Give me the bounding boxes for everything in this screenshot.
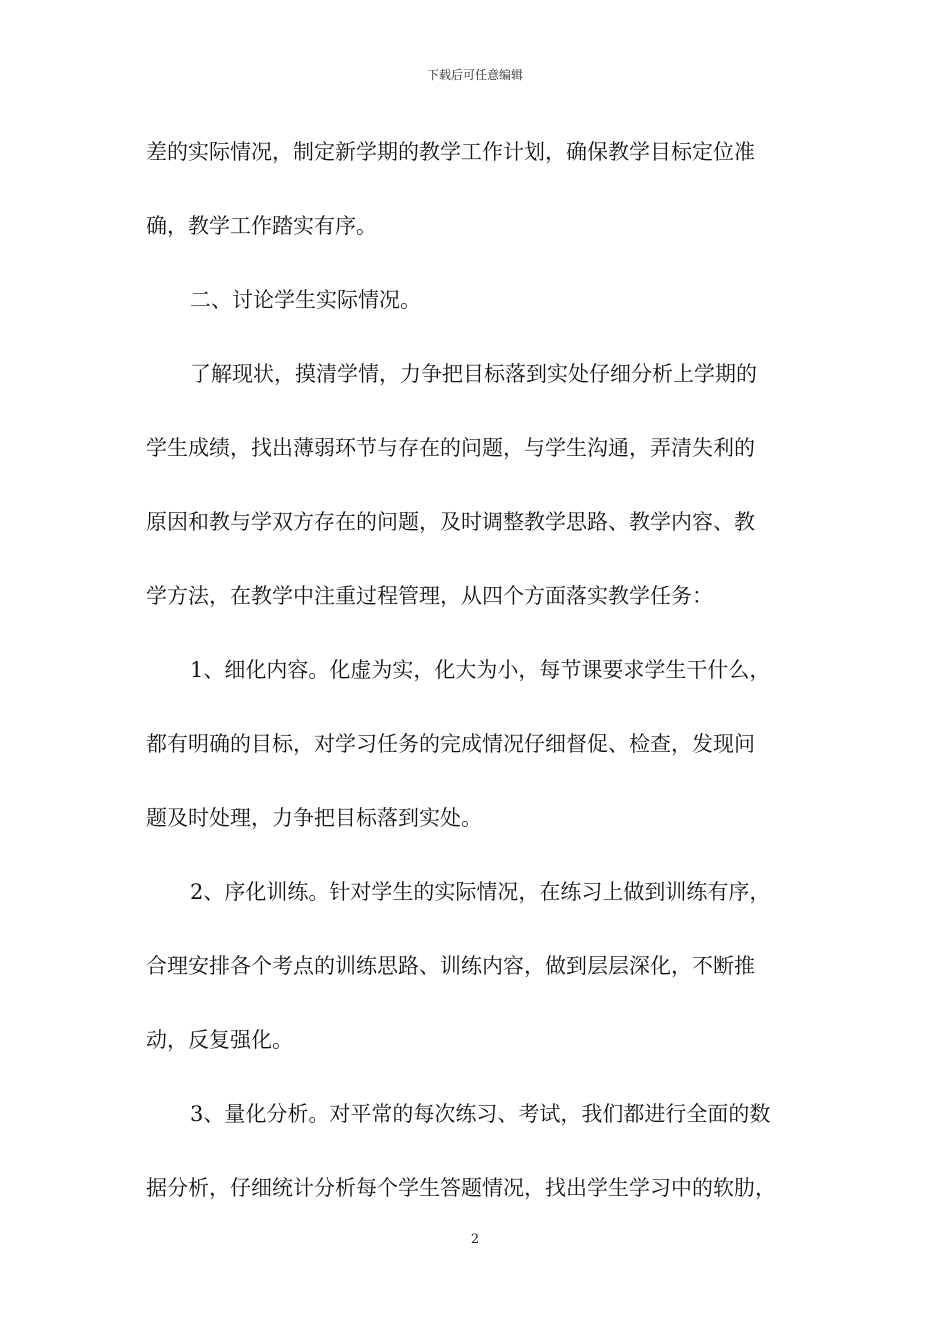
section-heading: 二、讨论学生实际情况。: [190, 288, 421, 312]
body-line: 学方法，在教学中注重过程管理，从四个方面落实教学任务：: [146, 584, 713, 608]
body-line: 3、量化分析。对平常的每次练习、考试，我们都进行全面的数: [190, 1102, 771, 1126]
body-line: 学生成绩，找出薄弱环节与存在的问题，与学生沟通，弄清失利的: [146, 436, 755, 460]
page-number: 2: [470, 1232, 480, 1247]
body-line: 合理安排各个考点的训练思路、训练内容，做到层层深化，不断推: [146, 954, 755, 978]
body-line: 都有明确的目标，对学习任务的完成情况仔细督促、检查，发现问: [146, 732, 755, 756]
body-line: 动，反复强化。: [146, 1028, 293, 1052]
body-line: 确，教学工作踏实有序。: [146, 214, 377, 238]
body-line: 1、细化内容。化虚为实，化大为小，每节课要求学生干什么，: [190, 658, 771, 682]
body-line: 据分析，仔细统计分析每个学生答题情况，找出学生学习中的软肋，: [146, 1176, 776, 1200]
page-header: 下载后可任意编辑: [426, 68, 523, 82]
body-line: 2、序化训练。针对学生的实际情况，在练习上做到训练有序，: [190, 880, 771, 904]
body-line: 了解现状，摸清学情，力争把目标落到实处仔细分析上学期的: [190, 362, 757, 386]
body-line: 差的实际情况，制定新学期的教学工作计划，确保教学目标定位准: [146, 140, 755, 164]
body-line: 原因和教与学双方存在的问题，及时调整教学思路、教学内容、教: [146, 510, 755, 534]
body-line: 题及时处理，力争把目标落到实处。: [146, 806, 482, 830]
